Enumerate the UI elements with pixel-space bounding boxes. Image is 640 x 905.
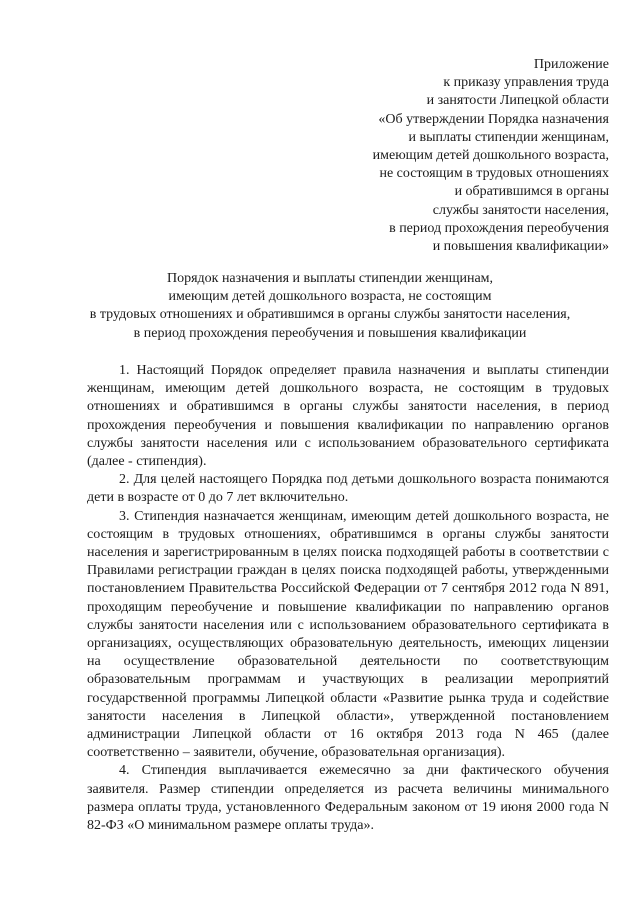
appendix-line: и повышения квалификации» (432, 239, 609, 255)
appendix-line: и выплаты стипендии женщинам, (408, 129, 609, 145)
paragraph-4: 4. Стипендия выплачивается ежемесячно за дни фактического обучения заявителя. Размер стипендии определяется из расчета величины минимального размера оплаты труда, установленного Федеральным законом от 19 июня 2000 года N 82-ФЗ «О минимальном размере оплаты труда». (87, 763, 609, 834)
appendix-line: службы занятости населения, (432, 202, 609, 218)
document-body (87, 362, 609, 835)
title-line: в период прохождения переобучения и повышения квалификации (133, 325, 527, 341)
title-line: в трудовых отношениях и обратившимся в органы службы занятости населения, (89, 307, 571, 323)
paragraph-1: 1. Настоящий Порядок определяет правила назначения и выплаты стипендии женщинам, имеющим детей дошкольного возраста, не состоящим в трудовых отношениях и обратившимся в органы службы занятости населения, в период прохождения переобучения и повышения квалификации по направлению органов службы занятости населения или с использованием образовательного сертификата (далее - стипендия). (87, 363, 609, 470)
appendix-line: имеющим детей дошкольного возраста, (372, 148, 609, 164)
appendix-header (289, 56, 609, 256)
appendix-line: не состоящим в трудовых отношениях (379, 166, 609, 182)
appendix-line: в период прохождения переобучения (389, 220, 609, 236)
appendix-line: и занятости Липецкой области (426, 93, 609, 109)
paragraph-3: 3. Стипендия назначается женщинам, имеющим детей дошкольного возраста, не состоящим в трудовых отношениях, обратившимся в органы службы занятости населения и зарегистрированным в целях поиска подходящей работы в соответствии с Правилами регистрации граждан в целях поиска подходящей работы, утвержденными постановлением Правительства Российской Федерации от 7 сентября 2012 года N 891, проходящим переобучение и повышение квалификации по направлению органов службы занятости населения или с использованием образовательного сертификата в организациях, осуществляющих образовательную деятельность, имеющих лицензии на осуществление образовательной деятельности по соответствующим образовательным программам и участвующих в реализации мероприятий государственной программы Липецкой области «Развитие рынка труда и содействие занятости населения в Липецкой области», утвержденной постановлением администрации Липецкой области от 16 октября 2013 года N 465 (далее соответственно – заявители, обучение, образовательная организация). (87, 508, 609, 761)
title-line: Порядок назначения и выплаты стипендии женщинам, (166, 271, 494, 286)
appendix-line: Приложение (533, 57, 609, 72)
appendix-line: к приказу управления труда (443, 75, 609, 91)
paragraph-2: 2. Для целей настоящего Порядка под детьми дошкольного возраста понимаются дети в возрасте от 0 до 7 лет включительно. (87, 472, 609, 506)
title-line: имеющим детей дошкольного возраста, не состоящим (168, 289, 492, 305)
document-title (60, 270, 600, 343)
appendix-line: «Об утверждении Порядка назначения (378, 111, 609, 127)
appendix-line: и обратившимся в органы (454, 184, 609, 200)
